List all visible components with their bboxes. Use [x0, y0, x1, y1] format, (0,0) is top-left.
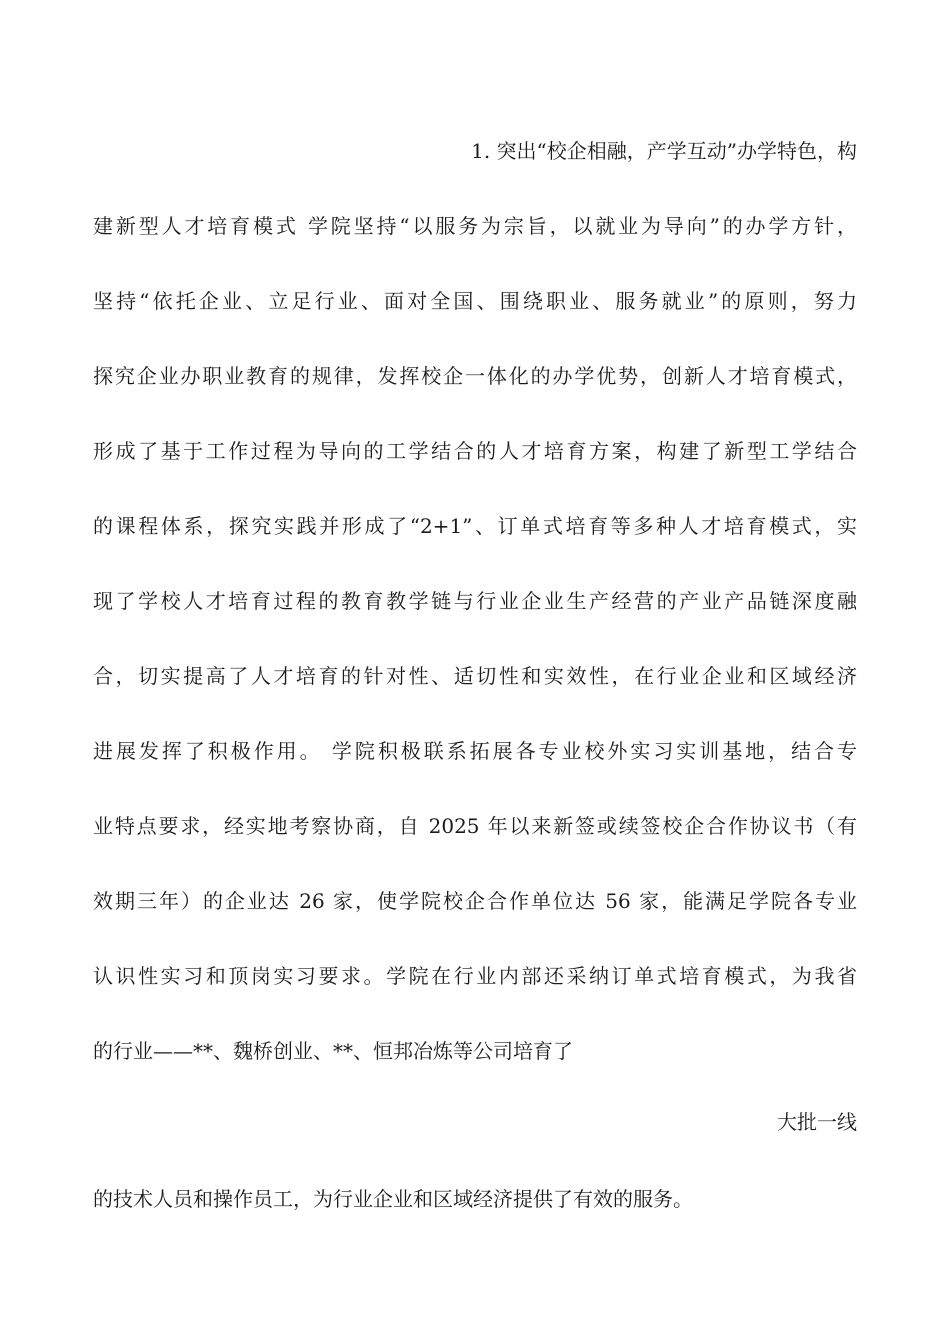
paragraph-line: 大批一线	[777, 1110, 857, 1134]
paragraph-line: 的课程体系，探究实践并形成了“2+1”、订单式培育等多种人才培育模式，实	[93, 514, 857, 538]
paragraph-line: 的行业——**、魏桥创业、**、恒邦冶炼等公司培育了	[93, 1039, 573, 1063]
paragraph-line: 坚持“依托企业、立足行业、面对全国、围绕职业、服务就业”的原则，努力	[93, 289, 857, 313]
paragraph-line: 的技术人员和操作员工，为行业企业和区域经济提供了有效的服务。	[93, 1187, 693, 1211]
paragraph-line: 探究企业办职业教育的规律，发挥校企一体化的办学优势，创新人才培育模式，	[93, 364, 857, 388]
paragraph-line: 建新型人才培育模式 学院坚持“以服务为宗旨，以就业为导向”的办学方针，	[93, 214, 857, 238]
paragraph-line: 形成了基于工作过程为导向的工学结合的人才培育方案，构建了新型工学结合	[93, 439, 857, 463]
paragraph-line: 认识性实习和顶岗实习要求。学院在行业内部还采纳订单式培育模式，为我省	[93, 964, 857, 988]
paragraph-line: 效期三年）的企业达 26 家，使学院校企合作单位达 56 家，能满足学院各专业	[93, 889, 857, 913]
paragraph-line: 进展发挥了积极作用。 学院积极联系拓展各专业校外实习实训基地，结合专	[93, 739, 857, 763]
paragraph-heading-line: 1. 突出“校企相融，产学互动”办学特色，构	[471, 139, 857, 163]
paragraph-line: 现了学校人才培育过程的教育教学链与行业企业生产经营的产业产品链深度融	[93, 589, 857, 613]
paragraph-line: 业特点要求，经实地考察协商，自 2025 年以来新签或续签校企合作协议书（有	[93, 814, 857, 838]
paragraph-line: 合，切实提高了人才培育的针对性、适切性和实效性，在行业企业和区域经济	[93, 664, 857, 688]
